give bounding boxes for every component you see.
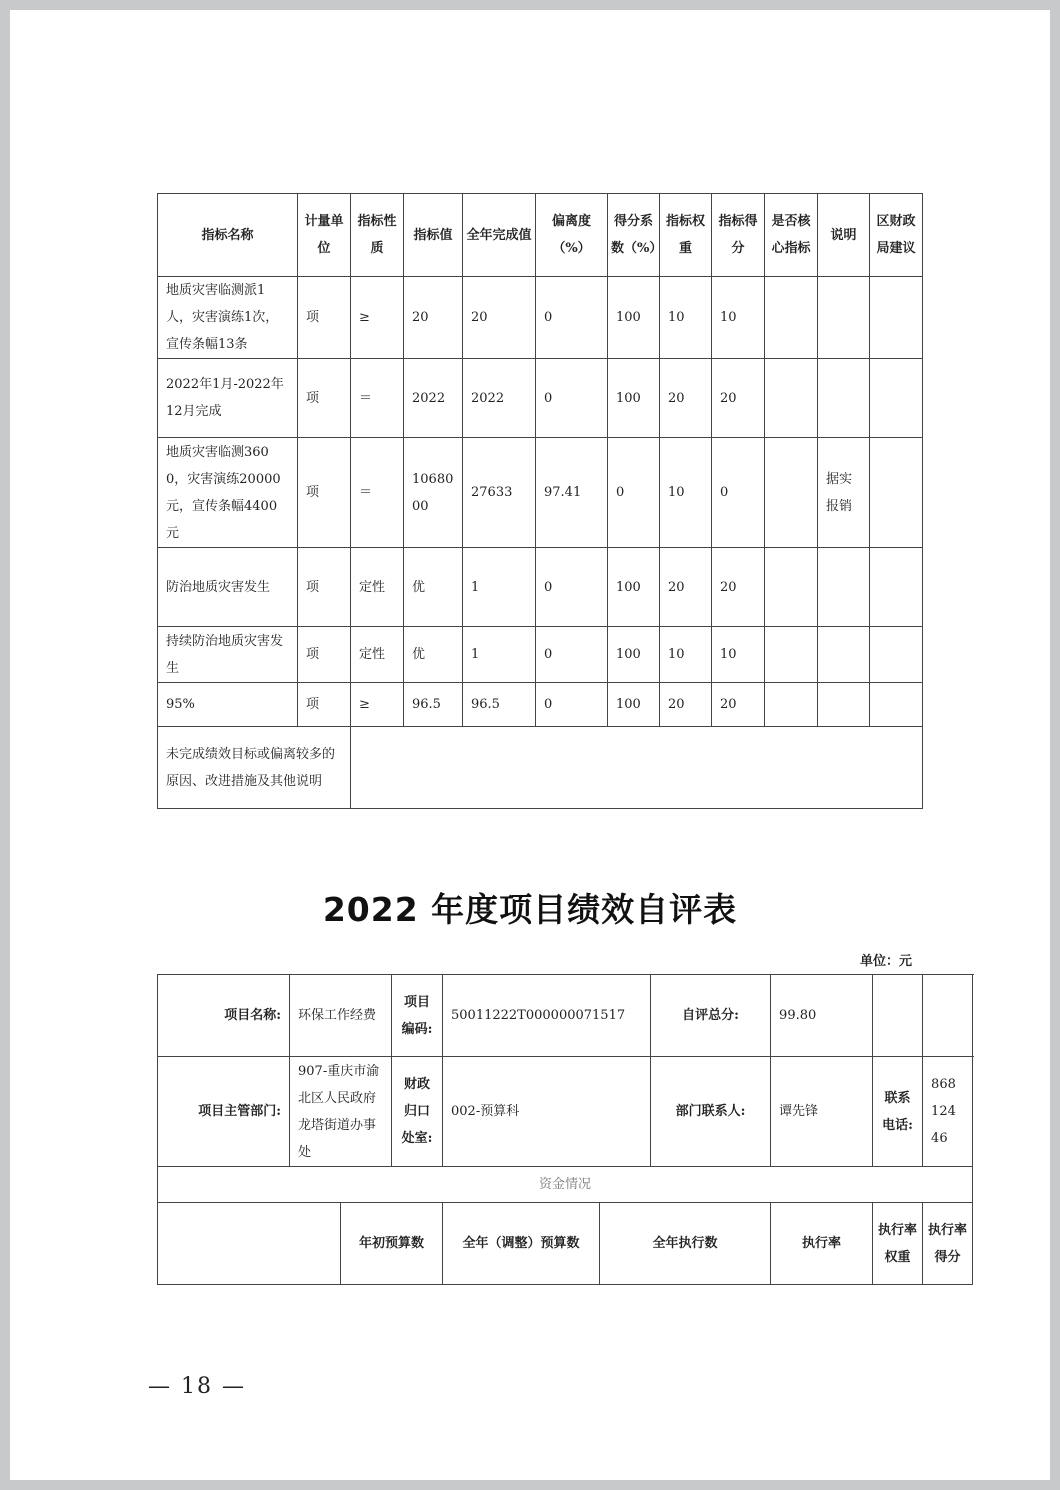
- project-info-row: [158, 975, 973, 1057]
- header-cell: 说明: [818, 194, 870, 277]
- table-cell: 地质灾害临测3600，灾害演练20000元，宣传条幅4400元: [158, 438, 298, 548]
- header-cell: 偏离度（%）: [536, 194, 608, 277]
- fund-header-cell: 执行率: [771, 1203, 873, 1285]
- header-cell: 全年完成值: [463, 194, 536, 277]
- footer-value: [351, 727, 923, 809]
- table-cell: 定性: [351, 548, 404, 627]
- table-cell: 100: [608, 548, 660, 627]
- table-cell: 地质灾害临测派1人，灾害演练1次，宣传条幅13条: [158, 277, 298, 359]
- table-cell: 2022: [463, 359, 536, 438]
- table-cell: 项: [298, 627, 351, 683]
- fund-header-cell: 年初预算数: [341, 1203, 443, 1285]
- table-cell: 95%: [158, 683, 298, 727]
- header-cell: 指标性质: [351, 194, 404, 277]
- table-cell: [765, 548, 818, 627]
- table-cell: [765, 627, 818, 683]
- header-cell: 指标得分: [712, 194, 765, 277]
- table-cell: 0: [608, 438, 660, 548]
- table-cell: 96.5: [404, 683, 463, 727]
- contact-label: 部门联系人:: [651, 1057, 771, 1167]
- table-cell: 100: [608, 359, 660, 438]
- table-row: [158, 627, 923, 683]
- table-cell: 20: [404, 277, 463, 359]
- header-cell: 是否核心指标: [765, 194, 818, 277]
- table-cell: 0: [536, 277, 608, 359]
- table-row: [158, 277, 923, 359]
- funds-section-row: [158, 1167, 973, 1203]
- table-row: [158, 548, 923, 627]
- table-cell: 100: [608, 277, 660, 359]
- table-cell: [818, 277, 870, 359]
- table-footer-row: [158, 727, 923, 809]
- table-cell: [870, 548, 923, 627]
- table-cell: 10: [660, 277, 712, 359]
- table-cell: [818, 359, 870, 438]
- table-cell: ≥: [351, 277, 404, 359]
- funds-section-label: 资金情况: [158, 1167, 973, 1203]
- finance-office-value: 002-预算科: [443, 1057, 651, 1167]
- table-cell: 20: [660, 683, 712, 727]
- table-cell: 项: [298, 359, 351, 438]
- table-cell: 20: [712, 359, 765, 438]
- finance-office-label: 财政归口处室:: [392, 1057, 443, 1167]
- unit-label: 单位：元: [859, 954, 912, 969]
- department-row: [158, 1057, 973, 1167]
- table-cell: 100: [608, 627, 660, 683]
- table-cell: [870, 683, 923, 727]
- self-score-label: 自评总分:: [651, 975, 771, 1057]
- table-cell: [765, 438, 818, 548]
- table-cell: 项: [298, 548, 351, 627]
- table-cell: [870, 627, 923, 683]
- table-cell: 20: [463, 277, 536, 359]
- table-cell: 1068000: [404, 438, 463, 548]
- table-cell: 97.41: [536, 438, 608, 548]
- table-cell: 20: [712, 683, 765, 727]
- header-cell: 指标权重: [660, 194, 712, 277]
- table-cell: 1: [463, 548, 536, 627]
- table-cell: 1: [463, 627, 536, 683]
- table-cell: 10: [712, 627, 765, 683]
- project-name-value: 环保工作经费: [290, 975, 392, 1057]
- table-header-row: [158, 194, 923, 277]
- table-cell: [818, 548, 870, 627]
- table-cell: [870, 359, 923, 438]
- dept-value: 907-重庆市渝北区人民政府龙塔街道办事处: [290, 1057, 392, 1167]
- table-row: [158, 683, 923, 727]
- table-cell: 96.5: [463, 683, 536, 727]
- table-row: [158, 438, 923, 548]
- table-cell: 0: [536, 548, 608, 627]
- table-cell: [870, 438, 923, 548]
- fund-header-cell: 全年（调整）预算数: [443, 1203, 600, 1285]
- phone-value: 86812446: [923, 1057, 973, 1167]
- self-score-value: 99.80: [771, 975, 873, 1057]
- table-cell: 优: [404, 627, 463, 683]
- table-cell: 优: [404, 548, 463, 627]
- page-title: 2022 年度项目绩效自评表: [322, 890, 738, 929]
- document-page: [10, 10, 1050, 1480]
- table-cell: 2022: [404, 359, 463, 438]
- table-cell: ＝: [351, 438, 404, 548]
- table-cell: 20: [660, 548, 712, 627]
- table-cell: 0: [536, 359, 608, 438]
- table-cell: 20: [712, 548, 765, 627]
- fund-header-cell: 执行率权重: [873, 1203, 923, 1285]
- contact-value: 谭先锋: [771, 1057, 873, 1167]
- table-cell: [870, 277, 923, 359]
- empty-cell: [873, 975, 923, 1057]
- table-cell: [818, 627, 870, 683]
- header-cell: 计量单位: [298, 194, 351, 277]
- footer-label: 未完成绩效目标或偏离较多的原因、改进措施及其他说明: [158, 727, 351, 809]
- table-cell: 0: [712, 438, 765, 548]
- table-cell: 项: [298, 277, 351, 359]
- table-cell: 27633: [463, 438, 536, 548]
- table-row: [158, 359, 923, 438]
- table-cell: 20: [660, 359, 712, 438]
- dept-label: 项目主管部门:: [158, 1057, 290, 1167]
- table-cell: 0: [536, 627, 608, 683]
- table-cell: ≥: [351, 683, 404, 727]
- table-cell: [765, 683, 818, 727]
- table-cell: 10: [660, 627, 712, 683]
- table-cell: 定性: [351, 627, 404, 683]
- table-cell: 100: [608, 683, 660, 727]
- performance-indicator-table: [157, 193, 923, 809]
- table-cell: 据实报销: [818, 438, 870, 548]
- table-cell: 项: [298, 438, 351, 548]
- header-cell: 区财政局建议: [870, 194, 923, 277]
- project-name-label: 项目名称:: [158, 975, 290, 1057]
- fund-header-row: [158, 1203, 973, 1285]
- header-cell: 指标值: [404, 194, 463, 277]
- table-cell: [765, 277, 818, 359]
- empty-cell: [923, 975, 973, 1057]
- table-cell: 10: [660, 438, 712, 548]
- table-cell: 防治地质灾害发生: [158, 548, 298, 627]
- table-cell: [765, 359, 818, 438]
- fund-header-cell: 执行率得分: [923, 1203, 973, 1285]
- empty-cell: [158, 1203, 341, 1285]
- table-cell: 0: [536, 683, 608, 727]
- header-cell: 指标名称: [158, 194, 298, 277]
- table-cell: 2022年1月-2022年12月完成: [158, 359, 298, 438]
- table-cell: 项: [298, 683, 351, 727]
- project-code-label: 项目编码:: [392, 975, 443, 1057]
- header-cell: 得分系数（%）: [608, 194, 660, 277]
- self-evaluation-table: [157, 974, 973, 1285]
- table-cell: ＝: [351, 359, 404, 438]
- table-cell: [818, 683, 870, 727]
- table-cell: 10: [712, 277, 765, 359]
- page-number: — 18 —: [148, 1374, 246, 1399]
- table-cell: 持续防治地质灾害发生: [158, 627, 298, 683]
- fund-header-cell: 全年执行数: [600, 1203, 771, 1285]
- project-code-value: 50011222T000000071517: [443, 975, 651, 1057]
- phone-label: 联系电话:: [873, 1057, 923, 1167]
